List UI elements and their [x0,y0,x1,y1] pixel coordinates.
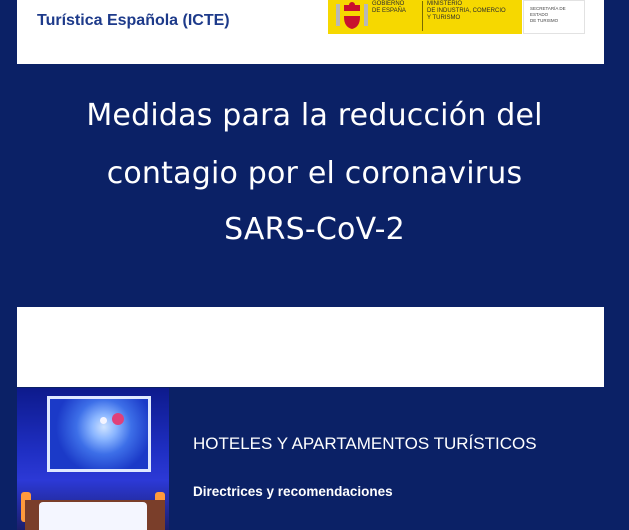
document-title [0,92,629,256]
section-subheading: Directrices y recomendaciones [193,484,393,499]
blank-band [17,307,604,387]
title-line-1: Medidas para la reducción del [86,98,543,133]
coat-of-arms-icon [334,1,370,31]
title-line-2: contagio por el coronavirus [106,156,523,191]
organization-name: Turística Española (ICTE) [37,12,230,29]
wall-artwork [47,396,151,472]
secretary-logo [523,0,585,34]
bed-pillows [39,502,147,530]
ministry-label: MINISTERIO DE INDUSTRIA, COMERCIO Y TURISMO [427,1,506,21]
title-line-3: SARS-CoV-2 [224,212,405,247]
header-panel [17,0,604,64]
secretary-label: SECRETARÍA DE ESTADO DE TURISMO [530,6,566,23]
government-logo [328,0,522,34]
section-box [177,388,607,530]
hotel-room-image [17,388,169,530]
government-label: GOBIERNO DE ESPAÑA [372,1,406,14]
logo-divider [422,1,423,31]
section-heading: HOTELES Y APARTAMENTOS TURÍSTICOS [193,434,537,453]
